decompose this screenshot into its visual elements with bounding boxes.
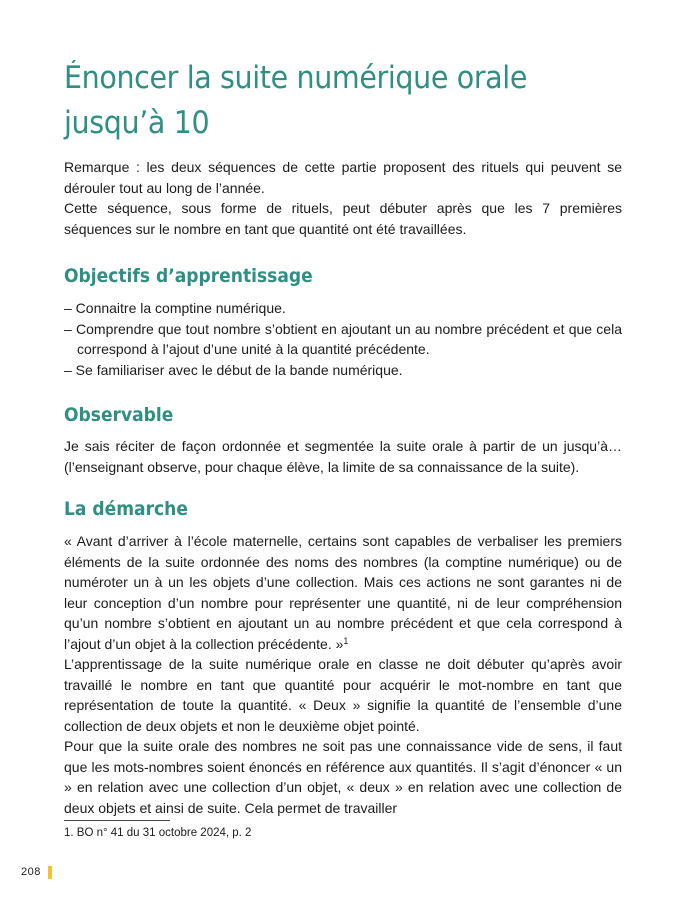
- intro-sequence-note: Cette séquence, sous forme de rituels, peut débuter après que les 7 premières séquences sur le nombre en tant que quantité ont été travaillées.: [64, 200, 622, 237]
- objectifs-heading: Objectifs d’apprentissage: [64, 265, 313, 287]
- page-number: 208: [21, 866, 41, 878]
- observable-heading: Observable: [64, 404, 174, 426]
- objectif-item: – Comprendre que tout nombre s’obtient en ajoutant un au nombre précédent et que cela correspond à l’ajout d’une unité à la quantité précédente.: [64, 320, 622, 357]
- objectifs-list: [64, 298, 622, 380]
- page-title-line-2: jusqu’à 10: [64, 105, 210, 141]
- objectif-item: – Se familiariser avec le début de la bande numérique.: [64, 361, 403, 378]
- page-title-line-1: Énoncer la suite numérique orale: [64, 60, 528, 96]
- demarche-heading: La démarche: [64, 498, 188, 520]
- objectif-item: – Connaitre la comptine numérique.: [64, 300, 286, 316]
- demarche-paragraph-2: L’apprentissage de la suite numérique orale en classe ne doit débuter qu’après avoir travaillé le nombre en tant que quantité pour acquérir le mot-nombre en tant que représentation de toute la quantité. « Deux » signifie la quantité de l’ensemble d’une collection de deux objets et non le deuxième objet pointé.: [64, 656, 622, 734]
- intro-section: [64, 157, 622, 239]
- footnote-divider: [64, 820, 170, 821]
- footnote-reference[interactable]: 1: [343, 635, 349, 646]
- page-marker: [48, 866, 52, 879]
- demarche-paragraph-3: Pour que la suite orale des nombres ne soit pas une connaissance vide de sens, il faut que les mots-nombres soient énoncés en référence aux quantités. Il s’agit d’énoncer « un » en relation avec une collection d’un objet, « deux » en relation avec une collection de deux objets et ainsi de suite. Cela permet de travailler: [64, 738, 622, 816]
- observable-text: Je sais réciter de façon ordonnée et segmentée la suite orale à partir de un jusqu’à… (l’enseignant observe, pour chaque élève, la limite de sa connaissance de la suite).: [64, 438, 622, 475]
- demarche-quote-text: « Avant d’arriver à l’école maternelle, certains sont capables de verbaliser les premiers éléments de la suite ordonnée des noms des nombres (la comptine numérique) ou de numéroter un à un les objets d’une collection. Mais ces actions ne sont garantes ni de leur conception d’un nombre pour représenter une quantité, ni de leur compréhension qu’un nombre s’obtient en ajoutant un au nombre précédent et que cela correspond à l’ajout d’un objet à la collection précédente. »: [64, 533, 622, 652]
- page-title: [64, 56, 577, 146]
- demarche-quote: [64, 531, 622, 654]
- footnote: 1. BO n° 41 du 31 octobre 2024, p. 2: [64, 827, 252, 839]
- intro-remark: Remarque : les deux séquences de cette partie proposent des rituels qui peuvent se dérouler tout au long de l’année.: [64, 159, 622, 196]
- page-content: [64, 56, 622, 818]
